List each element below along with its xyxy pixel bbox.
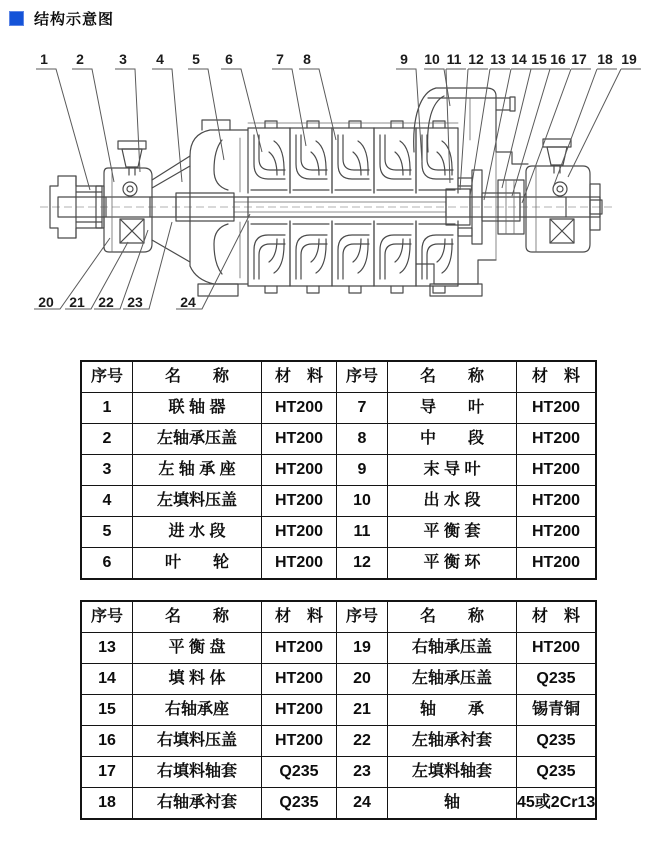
table-cell: Q235 xyxy=(517,664,597,695)
table-cell: HT200 xyxy=(262,726,337,757)
callout-6: 6 xyxy=(225,51,233,67)
column-header: 材 料 xyxy=(517,361,597,393)
callout-1: 1 xyxy=(40,51,48,67)
table-cell: HT200 xyxy=(517,393,597,424)
table-cell: HT200 xyxy=(262,548,337,580)
column-header: 序号 xyxy=(337,361,388,393)
table-row xyxy=(81,788,596,820)
callout-14: 14 xyxy=(511,51,527,67)
table-row xyxy=(81,393,596,424)
page-title-bar xyxy=(9,8,114,29)
table-cell: 9 xyxy=(337,455,388,486)
page-title: 结构示意图 xyxy=(34,11,115,28)
callout-2: 2 xyxy=(76,51,84,67)
table-cell: 24 xyxy=(337,788,388,820)
table-cell: 3 xyxy=(81,455,133,486)
table-row xyxy=(81,757,596,788)
callout-3: 3 xyxy=(119,51,127,67)
callout-7: 7 xyxy=(276,51,284,67)
column-header: 材 料 xyxy=(262,601,337,633)
table-cell: HT200 xyxy=(517,455,597,486)
table-cell: 左 轴 承 座 xyxy=(133,455,262,486)
table-cell: 填 料 体 xyxy=(133,664,262,695)
table-cell: HT200 xyxy=(517,486,597,517)
table-cell: 联 轴 器 xyxy=(133,393,262,424)
callout-12: 12 xyxy=(468,51,484,67)
table-cell: HT200 xyxy=(262,664,337,695)
table-row xyxy=(81,424,596,455)
table-cell: 19 xyxy=(337,633,388,664)
header-row xyxy=(81,361,596,393)
parts-table-2 xyxy=(80,600,596,820)
table-cell: 7 xyxy=(337,393,388,424)
table-cell: 20 xyxy=(337,664,388,695)
table-row xyxy=(81,486,596,517)
callout-17: 17 xyxy=(571,51,587,67)
table-cell: 5 xyxy=(81,517,133,548)
table-cell: 18 xyxy=(81,788,133,820)
table-cell: 17 xyxy=(81,757,133,788)
column-header: 名 称 xyxy=(133,601,262,633)
table-row xyxy=(81,633,596,664)
table-cell: 1 xyxy=(81,393,133,424)
table-cell: 出 水 段 xyxy=(388,486,517,517)
table-cell: 轴 承 xyxy=(388,695,517,726)
table-cell: HT200 xyxy=(262,695,337,726)
table-cell: 右填料轴套 xyxy=(133,757,262,788)
column-header: 名 称 xyxy=(388,601,517,633)
table-cell: 左轴承衬套 xyxy=(388,726,517,757)
table-cell: 23 xyxy=(337,757,388,788)
table-row xyxy=(81,695,596,726)
table-cell: 4 xyxy=(81,486,133,517)
title-bullet-icon xyxy=(9,11,24,26)
callout-18: 18 xyxy=(597,51,613,67)
table-cell: HT200 xyxy=(517,424,597,455)
table-cell: 右轴承座 xyxy=(133,695,262,726)
callout-21: 21 xyxy=(69,294,85,310)
callout-15: 15 xyxy=(531,51,547,67)
header-row xyxy=(81,601,596,633)
column-header: 名 称 xyxy=(133,361,262,393)
callout-13: 13 xyxy=(490,51,506,67)
column-header: 序号 xyxy=(81,601,133,633)
table-cell: 14 xyxy=(81,664,133,695)
table-row xyxy=(81,517,596,548)
table-cell: Q235 xyxy=(517,757,597,788)
column-header: 序号 xyxy=(81,361,133,393)
table-cell: 左轴承压盖 xyxy=(133,424,262,455)
table-cell: 右填料压盖 xyxy=(133,726,262,757)
table-cell: 左填料压盖 xyxy=(133,486,262,517)
table-cell: 左填料轴套 xyxy=(388,757,517,788)
table-cell: Q235 xyxy=(262,788,337,820)
table-row xyxy=(81,664,596,695)
table-cell: 6 xyxy=(81,548,133,580)
table-cell: 21 xyxy=(337,695,388,726)
callout-23: 23 xyxy=(127,294,143,310)
callout-22: 22 xyxy=(98,294,114,310)
table-cell: HT200 xyxy=(262,517,337,548)
table-cell: HT200 xyxy=(517,517,597,548)
table-cell: Q235 xyxy=(517,726,597,757)
right-grease-cup xyxy=(543,139,571,173)
table-cell: HT200 xyxy=(262,455,337,486)
table-cell: 16 xyxy=(81,726,133,757)
table-cell: 平 衡 套 xyxy=(388,517,517,548)
table-cell: 15 xyxy=(81,695,133,726)
table-cell: 左轴承压盖 xyxy=(388,664,517,695)
table-cell: 12 xyxy=(337,548,388,580)
table-cell: HT200 xyxy=(262,393,337,424)
table-cell: 右轴承压盖 xyxy=(388,633,517,664)
table-cell: 进 水 段 xyxy=(133,517,262,548)
table-cell: 13 xyxy=(81,633,133,664)
callout-16: 16 xyxy=(550,51,566,67)
table-row xyxy=(81,455,596,486)
table-row xyxy=(81,548,596,580)
table-cell: 2 xyxy=(81,424,133,455)
table-cell: 平 衡 环 xyxy=(388,548,517,580)
table-cell: 右轴承衬套 xyxy=(133,788,262,820)
table-cell: 末 导 叶 xyxy=(388,455,517,486)
callout-20: 20 xyxy=(38,294,54,310)
table-cell: HT200 xyxy=(517,633,597,664)
column-header: 名 称 xyxy=(388,361,517,393)
table-cell: HT200 xyxy=(517,548,597,580)
right-bearing-housing xyxy=(526,139,600,252)
pump-cross-section-diagram xyxy=(0,40,650,340)
callout-8: 8 xyxy=(303,51,311,67)
table-cell: 11 xyxy=(337,517,388,548)
table-row xyxy=(81,726,596,757)
table-cell: 叶 轮 xyxy=(133,548,262,580)
table-cell: 锡青铜 xyxy=(517,695,597,726)
table-cell: 平 衡 盘 xyxy=(133,633,262,664)
table-cell: HT200 xyxy=(262,486,337,517)
table-cell: 8 xyxy=(337,424,388,455)
left-grease-cup xyxy=(118,141,146,175)
table-cell: 中 段 xyxy=(388,424,517,455)
parts-table-2-grid xyxy=(80,600,597,820)
column-header: 序号 xyxy=(337,601,388,633)
parts-table-1-grid xyxy=(80,360,597,580)
parts-table-1 xyxy=(80,360,588,580)
callout-4: 4 xyxy=(156,51,164,67)
table-cell: 45或2Cr13 xyxy=(517,788,597,820)
callout-10: 10 xyxy=(424,51,440,67)
table-cell: 10 xyxy=(337,486,388,517)
callout-9: 9 xyxy=(400,51,408,67)
table-cell: HT200 xyxy=(262,424,337,455)
table-cell: Q235 xyxy=(262,757,337,788)
table-cell: 22 xyxy=(337,726,388,757)
callout-11: 11 xyxy=(446,51,462,67)
table-cell: 轴 xyxy=(388,788,517,820)
callout-19: 19 xyxy=(621,51,637,67)
column-header: 材 料 xyxy=(262,361,337,393)
callout-24: 24 xyxy=(180,294,196,310)
table-cell: 导 叶 xyxy=(388,393,517,424)
table-cell: HT200 xyxy=(262,633,337,664)
column-header: 材 料 xyxy=(517,601,597,633)
callout-5: 5 xyxy=(192,51,200,67)
